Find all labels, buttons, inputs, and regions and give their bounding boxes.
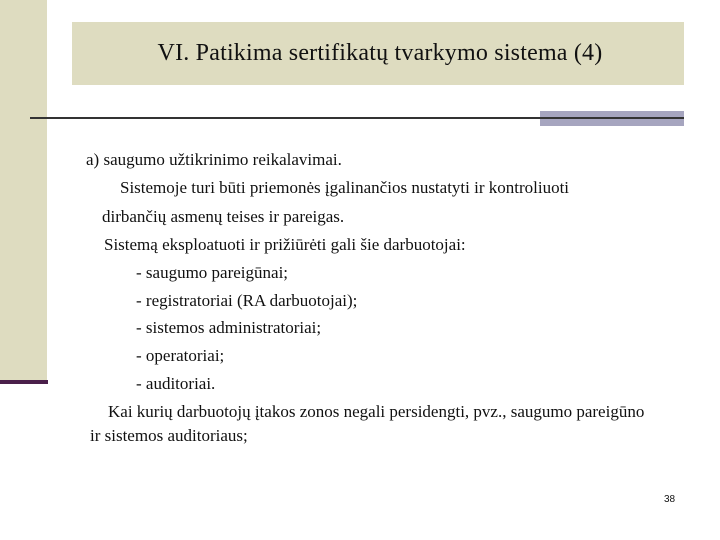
list-item: - sistemos administratoriai; [136, 318, 322, 337]
list-item: - operatoriai; [136, 346, 225, 365]
list-item: - registratoriai (RA darbuotojai); [136, 291, 358, 310]
list-item: - auditoriai. [136, 374, 216, 393]
body-line: ir sistemos auditoriaus; [90, 426, 248, 445]
body-line: Kai kurių darbuotojų įtakos zonos negali persidengti, pvz., saugumo pareigūno [108, 402, 645, 421]
list-item: - saugumo pareigūnai; [136, 263, 289, 282]
body-line: a) saugumo užtikrinimo reikalavimai. [86, 150, 342, 169]
body-line: Sistemoje turi būti priemonės įgalinančios nustatyti ir kontroliuoti [120, 178, 570, 197]
body-line: dirbančių asmenų teises ir pareigas. [102, 207, 345, 226]
body-line: Sistemą eksploatuoti ir prižiūrėti gali šie darbuotojai: [104, 235, 466, 254]
page-number: 38 [664, 494, 676, 505]
slide-title: VI. Patikima sertifikatų tvarkymo sistema (4) [157, 40, 603, 66]
